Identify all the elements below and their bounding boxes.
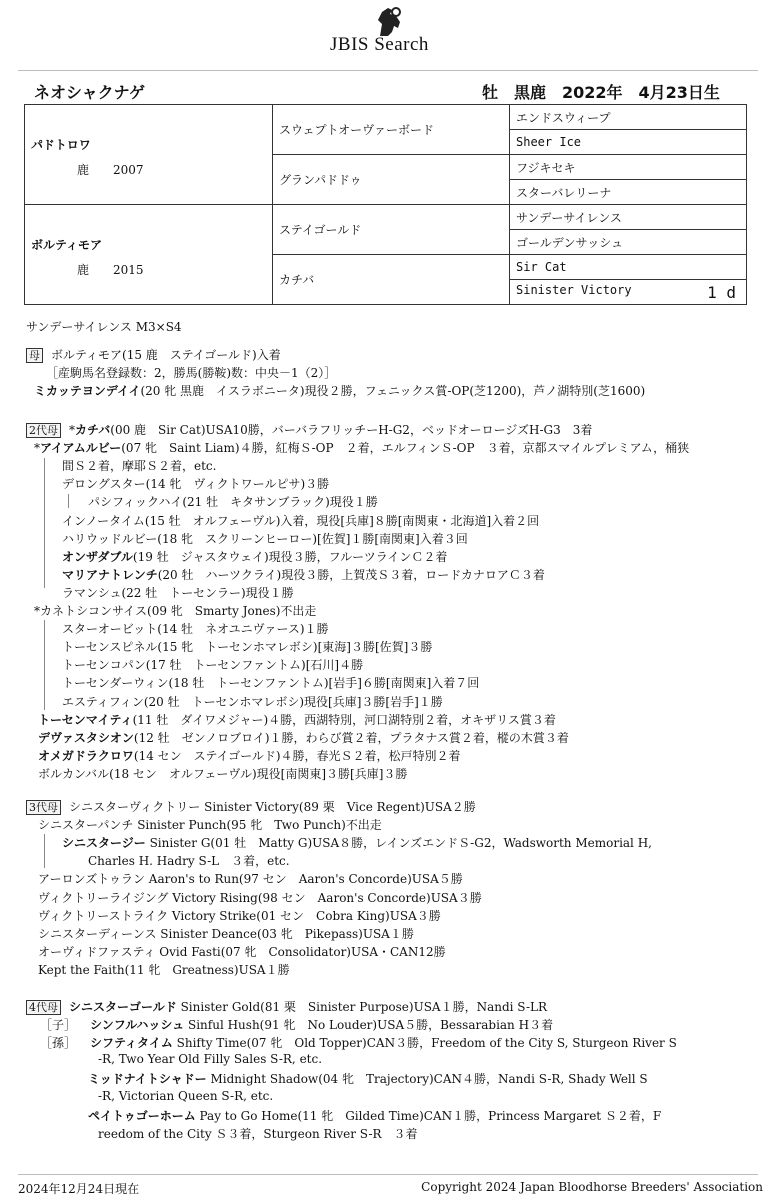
horse-record: ボルカンバル(18 セン オルフェーヴル)現役[南関東]３勝[兵庫]３勝 bbox=[38, 767, 408, 781]
horse-record: トーセンコパン(17 牡 トーセンファントム)[石川]４勝 bbox=[62, 658, 364, 672]
horse-record: ラマンシュ(22 牡 トーセンラー)現役１勝 bbox=[62, 586, 294, 600]
horse-name-bold[interactable]: マリアナトレンチ bbox=[62, 568, 158, 582]
family-line bbox=[26, 421, 592, 438]
grandparent-cell[interactable]: スウェプトオーヴァーボード bbox=[273, 105, 510, 155]
third-dam-tag: 3代母 bbox=[26, 800, 61, 815]
dam-line-1 bbox=[26, 346, 281, 363]
family-line bbox=[88, 1070, 648, 1087]
horse-record: オーヴィドファスティ Ovid Fasti(07 牝 Consolidator)USA・CAN12勝 bbox=[38, 945, 446, 959]
header-divider bbox=[18, 70, 758, 71]
horse-name-bold[interactable]: デヴァスタシオン bbox=[38, 731, 134, 745]
horse-name-bold[interactable]: オンザダブル bbox=[62, 550, 133, 564]
horse-record: (19 牡 ジャスタウェイ)現役３勝，フルーツラインＣ２着 bbox=[132, 550, 448, 564]
family-line bbox=[40, 1016, 553, 1033]
great-grandparent-cell[interactable]: Sir Cat bbox=[510, 255, 747, 280]
family-line bbox=[88, 1107, 661, 1124]
family-line bbox=[62, 638, 432, 655]
great-grandparent-cell[interactable]: エンドスウィープ bbox=[510, 105, 747, 130]
great-grandparent-cell[interactable]: スターバレリーナ bbox=[510, 180, 747, 205]
grandparent-cell[interactable]: グランパドドゥ bbox=[273, 155, 510, 205]
pedigree-table bbox=[24, 104, 747, 305]
import-mark: * bbox=[34, 604, 40, 618]
family-line bbox=[88, 493, 378, 510]
family-line bbox=[38, 925, 414, 942]
great-grandparent-cell[interactable]: サンデーサイレンス bbox=[510, 205, 747, 230]
logo-text: JBIS Search bbox=[330, 34, 429, 55]
family-line bbox=[62, 584, 294, 601]
horse-record: Kept the Faith(11 牝 Greatness)USA１勝 bbox=[38, 963, 290, 977]
horse-record: Pay to Go Home(11 牝 Gilded Time)CAN１勝，Princess Margaret Ｓ２着，F bbox=[195, 1109, 662, 1123]
horse-record: パシフィックハイ(21 牡 キタサンブラック)現役１勝 bbox=[88, 495, 378, 509]
horse-name-bold[interactable]: ペイトゥゴーホーム bbox=[88, 1109, 196, 1123]
horse-record: Sinful Hush(91 牝 No Louder)USA５勝，Bessarabian H３着 bbox=[184, 1018, 554, 1032]
horse-name-bold[interactable]: トーセンマイティ bbox=[38, 713, 133, 727]
family-line bbox=[98, 1089, 273, 1103]
footer-divider bbox=[18, 1174, 758, 1175]
dam-tag: 母 bbox=[26, 348, 43, 363]
horse-name-bold[interactable]: シンフルハッシュ bbox=[90, 1018, 185, 1032]
family-line bbox=[88, 852, 290, 869]
family-line bbox=[62, 457, 216, 474]
family-line bbox=[62, 512, 539, 529]
family-line bbox=[34, 439, 689, 456]
family-line bbox=[98, 1052, 322, 1066]
horse-record: シニスターパンチ Sinister Punch(95 牝 Two Punch)不出走 bbox=[38, 818, 382, 832]
family-line bbox=[62, 674, 479, 691]
horse-name-bold[interactable]: ミッドナイトシャドー bbox=[88, 1072, 207, 1086]
copyright: Copyright 2024 Japan Bloodhorse Breeders' Association bbox=[421, 1180, 763, 1194]
horse-name-bold[interactable]: シニスターゴールド bbox=[69, 1000, 177, 1014]
tree-line bbox=[68, 494, 69, 508]
horse-record: トーセンスピネル(15 牝 トーセンホマレボシ)[東海]３勝[佐賀]３勝 bbox=[62, 640, 433, 654]
horse-name-bold[interactable]: シニスタージー bbox=[62, 836, 146, 850]
dam-offspring bbox=[34, 382, 645, 399]
horse-record: Sinister Gold(81 栗 Sinister Purpose)USA１勝，Nandi S-LR bbox=[176, 1000, 548, 1014]
horse-record: ハリウッドルビー(18 牝 スクリーンヒーロー)[佐賀]１勝[南関東]入着３回 bbox=[62, 532, 468, 546]
horse-info: 牡 黒鹿 2022年 4月23日生 bbox=[482, 83, 720, 102]
family-line bbox=[62, 548, 447, 565]
family-line bbox=[38, 870, 463, 887]
horse-record: カネトシコンサイス(09 牝 Smarty Jones)不出走 bbox=[40, 604, 317, 618]
family-line bbox=[38, 816, 382, 833]
relation-label: ［孫］ bbox=[40, 1036, 77, 1050]
great-grandparent-cell[interactable]: フジキセキ bbox=[510, 155, 747, 180]
family-line bbox=[38, 907, 441, 924]
family-number: 1 d bbox=[707, 282, 736, 302]
horse-record: スターオービット(14 牡 ネオユニヴァース)１勝 bbox=[62, 622, 329, 636]
family-line bbox=[62, 566, 545, 583]
sire-cell bbox=[25, 105, 273, 205]
horse-record: (20 牡 ハーツクライ)現役３勝，上賀茂Ｓ３着，ロードカナロアＣ３着 bbox=[157, 568, 545, 582]
horse-record: エスティフィン(20 牡 トーセンホマレボシ)現役[兵庫]３勝[岩手]１勝 bbox=[62, 695, 443, 709]
import-mark: * bbox=[69, 423, 75, 437]
family-line bbox=[62, 693, 443, 710]
horse-record: Sinister G(01 牡 Matty G)USA８勝，レインズエンドＳ-G2，Wadsworth Memorial H, bbox=[145, 836, 652, 850]
horse-record: ヴィクトリーライジング Victory Rising(98 セン Aaron's Concorde)USA３勝 bbox=[38, 891, 482, 905]
great-grandparent-cell[interactable]: Sheer Ice bbox=[510, 130, 747, 155]
dam-produce-summary: ［産駒馬名登録数：2，勝馬(勝鞍)数：中央－1（2）］ bbox=[46, 366, 337, 380]
horse-record: (00 鹿 Sir Cat)USA10勝，バーバラフリッチーH-G2，ベッドオーロージズH-G3 3着 bbox=[110, 423, 593, 437]
horse-record: -R, Victorian Queen S-R, etc. bbox=[98, 1089, 274, 1103]
horse-record: Charles H. Hadry S-L ３着，etc. bbox=[88, 854, 290, 868]
family-line bbox=[38, 729, 569, 746]
grandparent-cell[interactable]: ステイゴールド bbox=[273, 205, 510, 255]
horse-name-bold[interactable]: アイアムルビー bbox=[40, 441, 122, 455]
grandparent-cell[interactable]: カチバ bbox=[273, 255, 510, 305]
tree-line bbox=[44, 458, 45, 588]
family-line bbox=[34, 602, 316, 619]
horse-record: トーセンダーウィン(18 牡 トーセンファントム)[岩手]６勝[南関東]入着７回 bbox=[62, 676, 480, 690]
family-line bbox=[98, 1125, 418, 1142]
family-line bbox=[26, 798, 476, 815]
family-line bbox=[38, 711, 556, 728]
inbreeding-note: サンデーサイレンス M3×S4 bbox=[26, 320, 182, 334]
family-line bbox=[62, 530, 468, 547]
horse-record: -R, Two Year Old Filly Sales S-R, etc. bbox=[98, 1052, 323, 1066]
as-of-date: 2024年12月24日現在 bbox=[18, 1182, 140, 1196]
horse-record: アーロンズトゥラン Aaron's to Run(97 セン Aaron's Concorde)USA５勝 bbox=[38, 872, 463, 886]
horse-record: デロングスター(14 牝 ヴィクトワールピサ)３勝 bbox=[62, 477, 330, 491]
family-line bbox=[38, 889, 482, 906]
family-line bbox=[40, 1034, 677, 1051]
horse-record: 間Ｓ２着，摩耶Ｓ２着，etc. bbox=[62, 459, 217, 473]
family-line bbox=[38, 961, 290, 978]
great-grandparent-name: Sinister Victory bbox=[516, 282, 632, 297]
horse-record: インノータイム(15 牡 オルフェーヴル)入着，現役[兵庫]８勝[南関東・北海道]入着２回 bbox=[62, 514, 540, 528]
sire-detail: 鹿 2007 bbox=[77, 162, 144, 177]
family-line bbox=[62, 620, 329, 637]
family-line bbox=[38, 943, 446, 960]
horse-name-bold[interactable]: カチバ bbox=[75, 423, 111, 437]
great-grandparent-cell[interactable]: ゴールデンサッシュ bbox=[510, 230, 747, 255]
horse-record: (07 牝 Saint Liam)４勝，紅梅Ｓ-OP ２着，エルフィンＳ-OP ３着，京都スマイルプレミアム，桶狭 bbox=[121, 441, 690, 455]
family-line bbox=[38, 765, 407, 782]
horse-name: ネオシャクナゲ bbox=[34, 83, 146, 102]
horse-record: (14 セン ステイゴールド)４勝，春光Ｓ２着，松戸特別２着 bbox=[133, 749, 461, 763]
sire-name[interactable]: パドトロワ bbox=[31, 137, 91, 152]
horse-name-bold[interactable]: オメガドラクロワ bbox=[38, 749, 134, 763]
tree-line bbox=[44, 620, 45, 710]
dam-cell bbox=[25, 205, 273, 305]
horse-record: (11 牡 ダイワメジャー)４勝，西湖特別，河口湖特別２着，オキザリス賞３着 bbox=[132, 713, 556, 727]
great-grandparent-cell[interactable] bbox=[510, 280, 747, 305]
horse-record: Midnight Shadow(04 牝 Trajectory)CAN４勝，Nandi S-R, Shady Well S bbox=[206, 1072, 648, 1086]
dam-record: ボルティモア(15 鹿 ステイゴールド)入着 bbox=[51, 348, 281, 362]
family-line bbox=[62, 834, 652, 851]
horse-record: reedom of the City Ｓ３着，Sturgeon River S-R ３着 bbox=[98, 1127, 418, 1141]
horse-record: シニスターディーンス Sinister Deance(03 牝 Pikepass)USA１勝 bbox=[38, 927, 414, 941]
second-dam-tag: 2代母 bbox=[26, 423, 61, 438]
fourth-dam-tag: 4代母 bbox=[26, 1000, 61, 1015]
horse-name-bold[interactable]: シフティタイム bbox=[90, 1036, 173, 1050]
jbis-logo[interactable] bbox=[330, 6, 460, 54]
import-mark: * bbox=[34, 441, 40, 455]
horse-record: (12 牡 ゼンノロブロイ)１勝，わらび賞２着，プラタナス賞２着，樅の木賞３着 bbox=[133, 731, 569, 745]
horse-record: Shifty Time(07 牝 Old Topper)CAN３勝，Freedom of the City S, Sturgeon River S bbox=[172, 1036, 677, 1050]
family-line bbox=[62, 656, 363, 673]
relation-label: ［子］ bbox=[40, 1018, 77, 1032]
family-line bbox=[62, 475, 329, 492]
offspring-record: (20 牝 黒鹿 イスラボニータ)現役２勝，フェニックス賞-OP(芝1200)，芦ノ湖特別(芝1600) bbox=[140, 384, 646, 398]
family-line bbox=[26, 998, 547, 1015]
horse-record: ヴィクトリーストライク Victory Strike(01 セン Cobra King)USA３勝 bbox=[38, 909, 441, 923]
dam-name[interactable]: ボルティモア bbox=[31, 237, 103, 252]
family-line bbox=[38, 747, 461, 764]
horse-record: シニスターヴィクトリー Sinister Victory(89 栗 Vice Regent)USA２勝 bbox=[69, 800, 476, 814]
tree-line bbox=[44, 834, 45, 868]
dam-detail: 鹿 2015 bbox=[77, 262, 144, 277]
offspring-name[interactable]: ミカッテヨンデイイ bbox=[34, 384, 141, 398]
